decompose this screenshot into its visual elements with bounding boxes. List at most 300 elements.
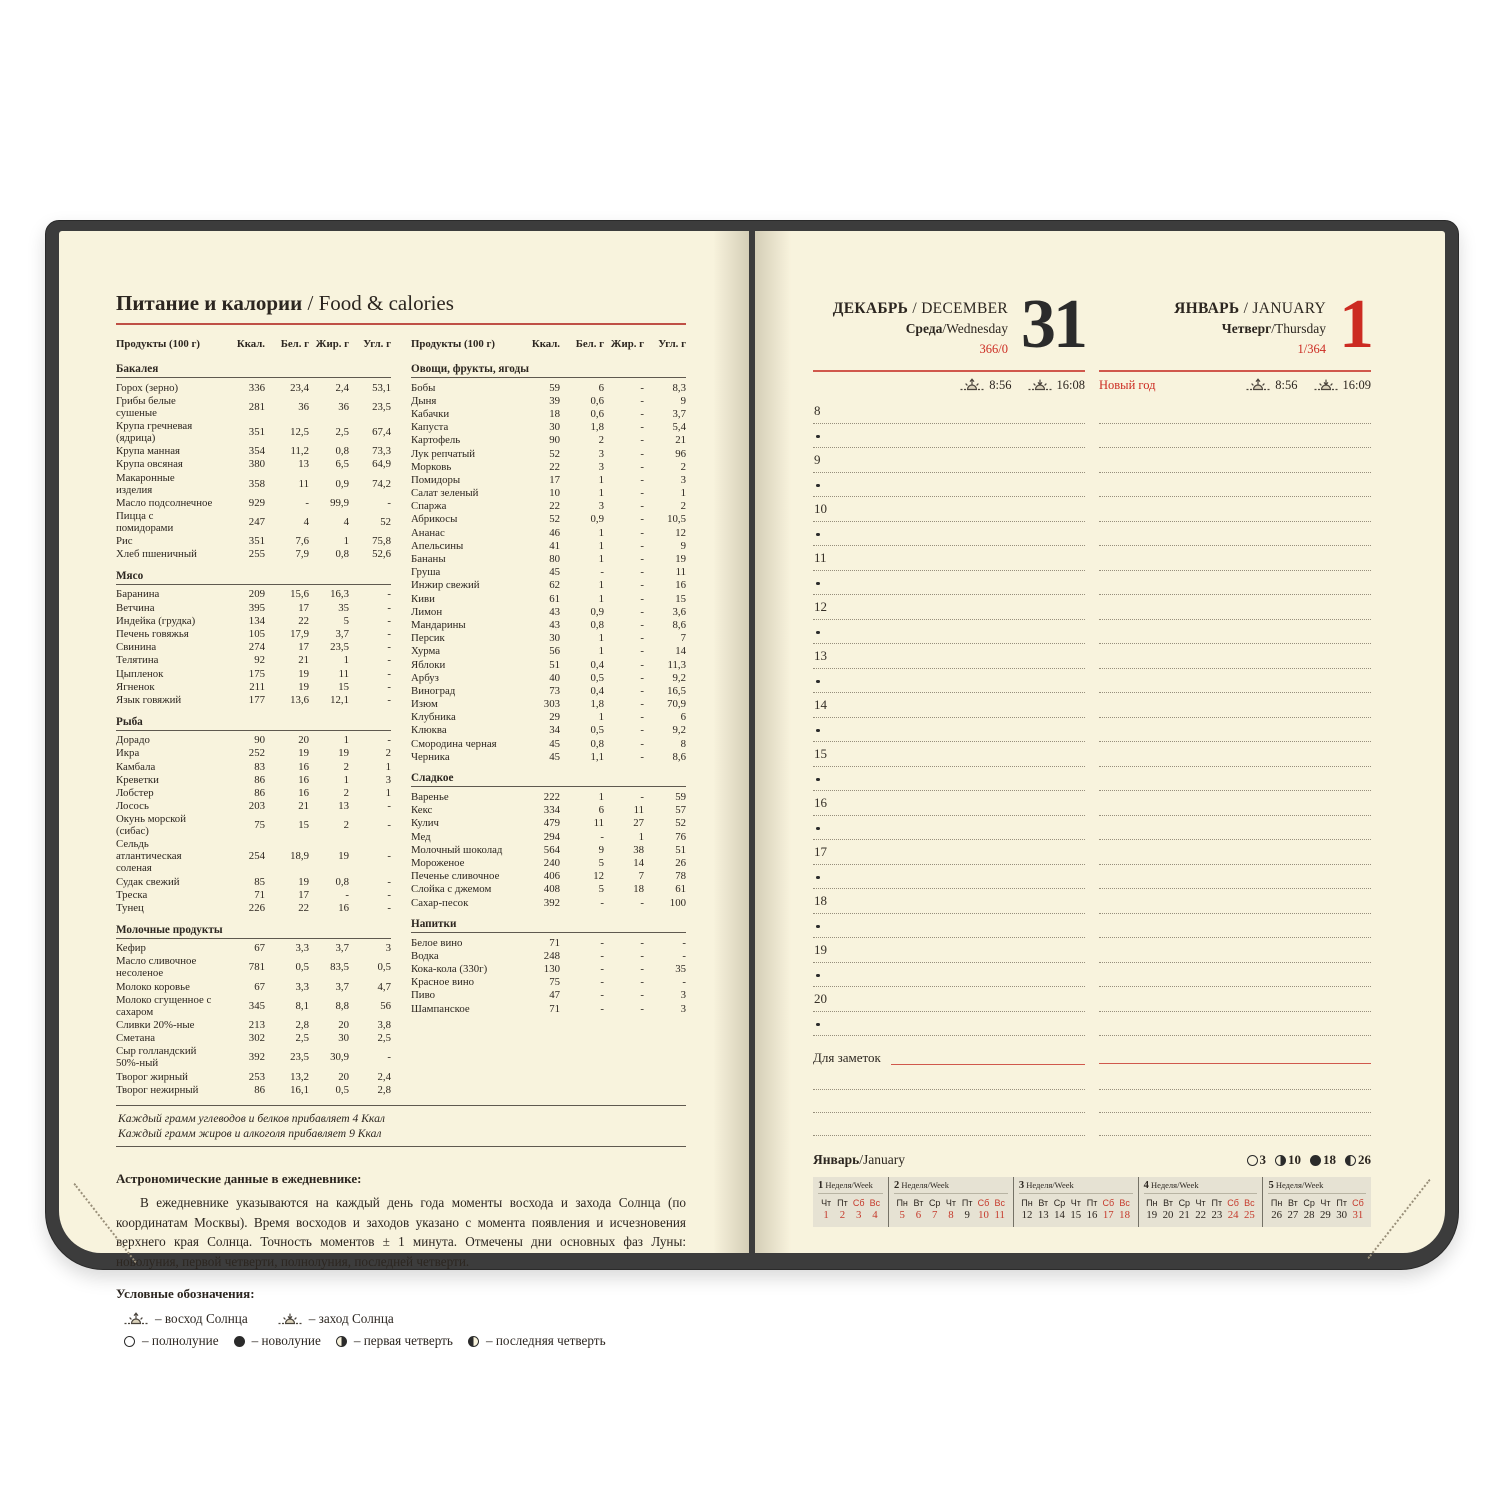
food-row — [116, 419, 391, 444]
legend-item — [336, 1333, 453, 1349]
food-value: 74,2 — [372, 477, 391, 490]
day-names-row — [1019, 1197, 1133, 1209]
food-value: 1 — [343, 654, 349, 667]
food-value: 20 — [338, 1070, 349, 1083]
food-name: Масло сливочное несоленое — [116, 955, 197, 980]
food-row — [116, 734, 391, 747]
food-value: 358 — [248, 477, 265, 490]
dotted-writing-line — [1099, 938, 1371, 963]
food-value: - — [640, 658, 644, 671]
food-value: - — [640, 447, 644, 460]
food-row — [116, 458, 391, 471]
calendar-day-number: 5 — [899, 1209, 905, 1221]
food-value: 2,5 — [377, 1032, 391, 1045]
hourly-schedule-grid — [813, 399, 1371, 1036]
food-value: 64,9 — [372, 458, 391, 471]
food-value: 19 — [298, 747, 309, 760]
food-value: 12 — [675, 526, 686, 539]
bullet-dot — [816, 729, 820, 733]
week-number: 3 — [1018, 1180, 1025, 1191]
food-row — [116, 496, 391, 509]
dotted-writing-line — [813, 399, 1085, 424]
food-value: 11 — [298, 477, 309, 490]
food-value: - — [682, 949, 686, 962]
sunrise-time: 8:56 — [1275, 377, 1298, 392]
dotted-writing-line — [1099, 424, 1371, 449]
food-value: 0,4 — [590, 658, 604, 671]
legend-label: – новолуние — [251, 1333, 321, 1349]
food-value: - — [640, 487, 644, 500]
food-value: - — [600, 976, 604, 989]
dotted-writing-line — [1099, 473, 1371, 498]
food-section — [411, 772, 686, 909]
food-value: 16 — [298, 760, 309, 773]
food-value: 23,5 — [290, 1051, 309, 1064]
food-value: 16 — [298, 786, 309, 799]
food-name: Лобстер — [116, 786, 154, 799]
schedule-line — [813, 669, 1371, 694]
food-value: 61 — [549, 592, 560, 605]
bullet-dot — [816, 631, 820, 635]
calendar-day-number: 27 — [1287, 1209, 1299, 1221]
dotted-writing-line — [1099, 546, 1371, 571]
food-value: 0,8 — [335, 445, 349, 458]
food-value: 3 — [598, 460, 604, 473]
food-value: - — [682, 976, 686, 989]
food-value: - — [640, 539, 644, 552]
legend-item — [124, 1333, 219, 1349]
calendar-day-number: 2 — [839, 1209, 846, 1221]
food-value: 0,8 — [590, 737, 604, 750]
calendar-day-number: 24 — [1227, 1209, 1239, 1221]
food-value: 19 — [675, 553, 686, 566]
legend-label: – последняя четверть — [485, 1333, 606, 1349]
food-name: Ананас — [411, 526, 445, 539]
food-row — [116, 901, 391, 914]
food-value: - — [640, 936, 644, 949]
sunrise-icon — [124, 1312, 148, 1327]
food-value: 1 — [598, 539, 604, 552]
food-value: 1 — [343, 734, 349, 747]
food-value: 3 — [598, 447, 604, 460]
food-value: 3 — [385, 773, 391, 786]
food-row — [411, 592, 686, 605]
calendar-day-name: Вс — [869, 1198, 881, 1208]
food-value: 3,3 — [295, 942, 309, 955]
calendar-day-number: 28 — [1303, 1209, 1315, 1221]
schedule-line — [813, 963, 1371, 988]
food-name: Пицца с помидорами — [116, 509, 174, 534]
dotted-writing-line — [1099, 963, 1371, 988]
food-value: 16,3 — [330, 588, 349, 601]
food-name: Грибы белые сушеные — [116, 394, 176, 419]
calorie-footnote — [116, 1105, 686, 1147]
food-name: Свинина — [116, 641, 157, 654]
food-value: 12 — [593, 870, 604, 883]
food-value: 3 — [598, 500, 604, 513]
food-value: 4 — [343, 515, 349, 528]
calendar-day-number: 4 — [872, 1209, 878, 1221]
week-number: 2 — [894, 1180, 900, 1191]
food-value: 345 — [248, 999, 265, 1012]
food-value: 19 — [338, 850, 349, 863]
food-value: 1 — [598, 791, 604, 804]
calendar-day-number: 26 — [1271, 1209, 1282, 1221]
dotted-writing-line — [813, 644, 1085, 669]
food-value: 67,4 — [372, 425, 391, 438]
calendar-day-name: Пн — [1270, 1198, 1283, 1208]
food-row — [411, 843, 686, 856]
calendar-day-number: 12 — [1021, 1209, 1033, 1221]
notes-header-row — [813, 1050, 1371, 1065]
food-section — [116, 570, 391, 707]
food-calories-table — [116, 338, 686, 1096]
food-value: - — [305, 496, 309, 509]
food-value: 13 — [298, 458, 309, 471]
food-value: 51 — [675, 843, 686, 856]
day-numbers-row — [1268, 1209, 1366, 1223]
food-value: 3 — [680, 1002, 686, 1015]
food-row — [411, 698, 686, 711]
food-row — [411, 552, 686, 565]
notes-red-rule — [891, 1051, 1085, 1065]
food-value: 11 — [338, 667, 349, 680]
food-value: 3,7 — [335, 980, 349, 993]
food-value: - — [682, 936, 686, 949]
food-value: 2,8 — [295, 1018, 309, 1031]
food-row — [411, 711, 686, 724]
calendar-day-number: 13 — [1037, 1209, 1049, 1221]
food-value: - — [387, 654, 391, 667]
food-value: 86 — [254, 773, 265, 786]
food-value: 240 — [543, 856, 560, 869]
food-value: - — [387, 693, 391, 706]
food-name: Бананы — [411, 553, 446, 566]
food-value: 17 — [298, 601, 309, 614]
dotted-writing-line — [813, 620, 1085, 645]
food-value: 90 — [254, 734, 265, 747]
food-value: 47 — [549, 989, 560, 1002]
calendar-week-block — [1262, 1177, 1371, 1227]
food-value: 38 — [633, 843, 644, 856]
food-value: 0,9 — [590, 605, 604, 618]
food-value: 43 — [549, 605, 560, 618]
food-value: - — [640, 711, 644, 724]
food-name: Пиво — [411, 989, 435, 1002]
food-value: 19 — [298, 875, 309, 888]
food-value: 9 — [598, 843, 604, 856]
food-row — [411, 513, 686, 526]
food-value: 52,6 — [372, 548, 391, 561]
food-value: 14 — [633, 856, 644, 869]
calendar-day-number: 14 — [1054, 1209, 1065, 1221]
food-name: Слойка с джемом — [411, 883, 492, 896]
dotted-writing-line — [1099, 669, 1371, 694]
food-name: Дыня — [411, 394, 437, 407]
food-value: 294 — [543, 830, 560, 843]
day-of-year-counter: 1/364 — [1297, 342, 1326, 356]
food-header-product: Продукты (100 г) — [411, 338, 495, 350]
food-value: 0,9 — [335, 477, 349, 490]
food-header-col: Угл. г — [658, 338, 686, 350]
food-value: 252 — [248, 747, 265, 760]
sunset-icon — [1314, 378, 1338, 393]
food-value: 30,9 — [330, 1051, 349, 1064]
food-row — [116, 955, 391, 980]
food-value: 255 — [248, 548, 265, 561]
food-value: - — [640, 724, 644, 737]
hour-label: 9 — [814, 452, 821, 467]
food-value: - — [640, 579, 644, 592]
food-name: Цыпленок — [116, 667, 164, 680]
food-name: Икра — [116, 747, 140, 760]
day-names-row — [818, 1197, 883, 1209]
notes-label: Для заметок — [813, 1050, 881, 1065]
footnote-line: Каждый грамм жиров и алкоголя прибавляет 9 Ккал — [118, 1127, 382, 1141]
food-value: 30 — [549, 632, 560, 645]
dotted-writing-line — [813, 473, 1085, 498]
food-value: 3 — [385, 942, 391, 955]
calendar-day-name: Сб — [977, 1198, 990, 1208]
calendar-day-name: Пн — [1021, 1198, 1033, 1208]
food-row — [411, 381, 686, 394]
calendar-day-number: 21 — [1178, 1209, 1190, 1221]
notes-dotted-lines — [813, 1067, 1371, 1136]
food-value: 213 — [248, 1018, 265, 1031]
food-value: 1,8 — [590, 421, 604, 434]
right-page — [755, 231, 1445, 1253]
notes-red-rule — [1099, 1050, 1371, 1064]
food-value: 67 — [254, 980, 265, 993]
food-value: 1 — [598, 487, 604, 500]
weekday-label: Среда/Wednesday — [905, 321, 1008, 336]
diary-cover — [45, 220, 1459, 1349]
dotted-writing-line — [813, 816, 1085, 841]
food-value: 3,3 — [295, 980, 309, 993]
footer-month-label: Январь/January — [813, 1152, 905, 1167]
food-value: 175 — [248, 667, 265, 680]
food-value: 52 — [549, 513, 560, 526]
hour-label: 14 — [814, 697, 827, 712]
bullet-dot — [816, 778, 820, 782]
calendar-day-name: Чт — [821, 1198, 832, 1208]
food-value: 17 — [298, 888, 309, 901]
sunrise-time: 8:56 — [989, 377, 1012, 392]
food-value: 248 — [543, 949, 560, 962]
food-value: 3,7 — [335, 942, 349, 955]
calendar-week-block — [1013, 1177, 1138, 1227]
food-value: - — [600, 566, 604, 579]
food-row — [116, 1032, 391, 1045]
moon-phase-item — [1345, 1152, 1371, 1168]
schedule-line — [813, 546, 1371, 571]
food-value: 23,4 — [290, 381, 309, 394]
food-value: 67 — [254, 942, 265, 955]
food-value: 22 — [298, 902, 309, 915]
food-value: 351 — [248, 425, 265, 438]
food-name: Морковь — [411, 460, 452, 473]
food-value: 211 — [249, 680, 265, 693]
food-value: 1 — [638, 830, 644, 843]
calendar-day-name: Сб — [1102, 1198, 1115, 1208]
food-value: - — [387, 614, 391, 627]
food-row — [411, 632, 686, 645]
food-row — [116, 680, 391, 693]
food-row — [116, 993, 391, 1018]
last-quarter-moon-icon — [1345, 1155, 1356, 1166]
food-value: 1 — [598, 473, 604, 486]
dotted-writing-line — [813, 914, 1085, 939]
food-value: 2 — [680, 500, 686, 513]
food-name: Сливки 20%-ные — [116, 1018, 195, 1031]
food-row — [116, 548, 391, 561]
left-page — [59, 231, 749, 1349]
food-value: 354 — [248, 445, 265, 458]
food-section-heading: Бакалея — [116, 363, 391, 378]
food-row — [116, 601, 391, 614]
food-name: Апельсины — [411, 539, 464, 552]
food-name: Белое вино — [411, 936, 463, 949]
food-value: 0,9 — [590, 513, 604, 526]
food-row — [116, 1045, 391, 1070]
big-day-number: 31 — [1021, 286, 1085, 363]
food-value: 3,7 — [672, 407, 686, 420]
food-value: 22 — [549, 460, 560, 473]
calendar-day-name: Пт — [1211, 1198, 1223, 1208]
calendar-day-name: Чт — [1195, 1198, 1206, 1208]
dotted-writing-line — [813, 669, 1085, 694]
calendar-day-number: 25 — [1243, 1209, 1255, 1221]
food-value: 7,9 — [295, 548, 309, 561]
calendar-day-name: Пт — [837, 1198, 848, 1208]
food-value: 57 — [675, 804, 686, 817]
hour-label: 11 — [814, 550, 827, 565]
food-header-col: Угл. г — [363, 338, 391, 350]
food-row — [116, 875, 391, 888]
food-value: 52 — [380, 515, 391, 528]
food-table-left-column — [116, 338, 391, 1096]
food-value: 1 — [598, 645, 604, 658]
calendar-day-number: 23 — [1211, 1209, 1223, 1221]
schedule-line — [813, 1067, 1371, 1090]
food-value: 19 — [298, 667, 309, 680]
hour-label: 12 — [814, 599, 827, 614]
food-name: Смородина черная — [411, 737, 497, 750]
holiday-label: Новый год — [1099, 377, 1156, 392]
food-value: - — [387, 1051, 391, 1064]
food-row — [116, 1083, 391, 1096]
food-value: 86 — [254, 1083, 265, 1096]
food-value: 1 — [343, 773, 349, 786]
food-value: 203 — [248, 800, 265, 813]
food-value: - — [640, 566, 644, 579]
food-name: Мед — [411, 830, 431, 843]
food-value: 73,3 — [372, 445, 391, 458]
day-names-row — [1268, 1197, 1366, 1209]
calendar-day-number: 30 — [1336, 1209, 1348, 1221]
food-header-col: Ккал. — [236, 338, 265, 350]
sunset-time: 16:08 — [1056, 377, 1085, 392]
food-row — [411, 658, 686, 671]
food-row — [116, 394, 391, 419]
food-value: 9 — [680, 539, 686, 552]
food-section-heading: Сладкое — [411, 772, 686, 787]
dotted-writing-line — [813, 571, 1085, 596]
food-value: 247 — [248, 515, 265, 528]
food-value: 4,7 — [377, 980, 391, 993]
dotted-writing-line — [813, 1012, 1085, 1037]
food-value: 21 — [298, 654, 309, 667]
schedule-line — [813, 620, 1371, 645]
moon-phase-day: 26 — [1358, 1152, 1371, 1167]
food-value: - — [640, 684, 644, 697]
calendar-day-number: 7 — [931, 1209, 938, 1221]
food-value: 51 — [549, 658, 560, 671]
food-name: Рис — [116, 535, 133, 548]
food-name: Спаржа — [411, 500, 447, 513]
schedule-line — [813, 816, 1371, 841]
dotted-writing-line — [813, 497, 1085, 522]
dotted-writing-line — [813, 840, 1085, 865]
legend-item — [278, 1311, 394, 1327]
week-number: 5 — [1268, 1180, 1274, 1191]
food-name: Лосось — [116, 800, 149, 813]
food-value: - — [387, 850, 391, 863]
food-name: Клюква — [411, 724, 447, 737]
food-row — [411, 645, 686, 658]
food-value: 303 — [543, 698, 560, 711]
calendar-day-number: 16 — [1086, 1209, 1098, 1221]
food-row — [116, 693, 391, 706]
food-value: 0,6 — [590, 407, 604, 420]
food-value: - — [640, 592, 644, 605]
dotted-writing-line — [1099, 1067, 1371, 1090]
food-value: 13 — [338, 800, 349, 813]
food-value: - — [387, 680, 391, 693]
schedule-line — [813, 889, 1371, 914]
food-value: - — [640, 381, 644, 394]
food-value: 86 — [254, 786, 265, 799]
dotted-writing-line — [813, 1113, 1085, 1136]
dotted-writing-line — [1099, 987, 1371, 1012]
food-row — [411, 500, 686, 513]
food-row — [116, 773, 391, 786]
food-value: 35 — [338, 601, 349, 614]
food-table-right-column — [411, 338, 686, 1096]
food-value: 9,2 — [672, 724, 686, 737]
calendar-day-name: Сб — [852, 1198, 865, 1208]
calendar-day-name: Пн — [896, 1198, 908, 1208]
food-value: 15,6 — [290, 588, 309, 601]
week-number: 1 — [818, 1180, 824, 1191]
calendar-day-name: Ср — [1303, 1198, 1315, 1208]
food-value: 0,5 — [377, 961, 391, 974]
food-value: 59 — [675, 791, 686, 804]
bullet-dot — [816, 582, 820, 586]
schedule-line — [813, 448, 1371, 473]
hour-label: 15 — [814, 746, 827, 761]
food-value: 2 — [385, 747, 391, 760]
food-row — [116, 641, 391, 654]
food-value: 0,6 — [590, 394, 604, 407]
calendar-day-name: Пт — [1336, 1198, 1347, 1208]
food-value: 14 — [675, 645, 686, 658]
food-name: Яблоки — [411, 658, 446, 671]
food-value: 6,5 — [335, 458, 349, 471]
food-value: 0,4 — [590, 684, 604, 697]
bullet-dot — [816, 974, 820, 978]
food-value: 1 — [385, 760, 391, 773]
